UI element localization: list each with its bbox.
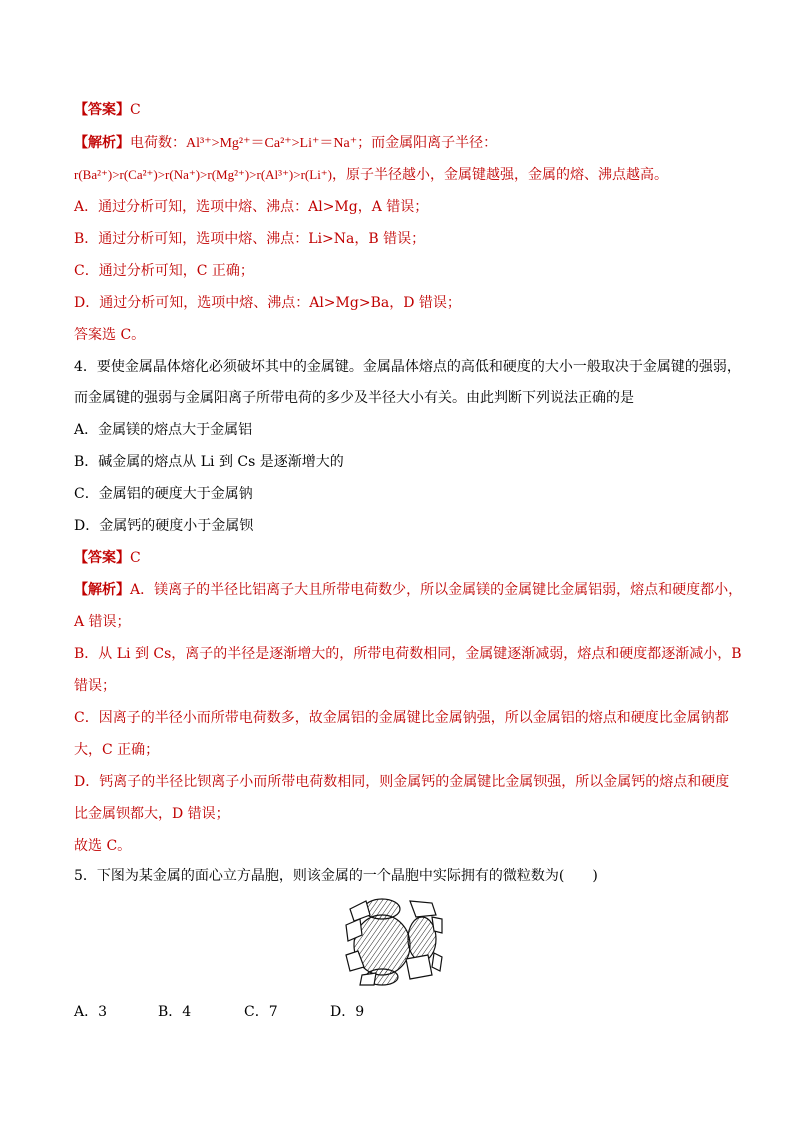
q3-analysis-option-a: A．通过分析可知，选项中熔、沸点：Al>Mg，A 错误； — [74, 199, 429, 215]
q4-analysis-a-line-1 — [74, 580, 742, 600]
q3-analysis-option-b: B．通过分析可知，选项中熔、沸点：Li>Na，B 错误； — [74, 231, 426, 247]
q5-stem: 5．下图为某金属的面心立方晶胞，则该金属的一个晶胞中实际拥有的微粒数为( ) — [74, 868, 598, 884]
answer-value: C — [130, 102, 141, 118]
q5-option-d: D．9 — [330, 1004, 365, 1020]
q4-option-b: B．碱金属的熔点从 Li 到 Cs 是逐渐增大的 — [74, 454, 344, 470]
q3-analysis-line-2 — [74, 165, 668, 185]
q3-analysis-option-d: D．通过分析可知，选项中熔、沸点：Al>Mg>Ba，D 错误； — [74, 295, 461, 311]
q3-conclusion: 答案选 C。 — [74, 327, 146, 343]
q4-answer-line — [74, 548, 141, 568]
q4-option-c: C．金属铝的硬度大于金属钠 — [74, 486, 253, 502]
q4-analysis-c-line-1: C．因离子的半径小而所带电荷数多，故金属铝的金属键比金属钠强，所以金属铝的熔点和硬度比金属钠都 — [74, 710, 729, 726]
q4-conclusion: 故选 C。 — [74, 838, 132, 854]
radius-order: r(Ba²⁺)>r(Ca²⁺)>r(Na⁺)>r(Mg²⁺)>r(Al³⁺)>r(Li⁺) — [74, 167, 332, 182]
q4-analysis-b-line-2: 错误； — [74, 678, 116, 694]
q4-analysis-a-line-2: A 错误； — [74, 614, 131, 630]
q4-stem-line-2: 而金属键的强弱与金属阳离子所带电荷的多少及半径大小有关。由此判断下列说法正确的是 — [74, 390, 634, 406]
answer-tag: 【答案】 — [74, 550, 130, 566]
q3-answer-line — [74, 100, 141, 120]
answer-tag: 【答案】 — [74, 102, 130, 118]
analysis-tag: 【解析】 — [74, 582, 130, 598]
q4-analysis-b-line-1: B．从 Li 到 Cs，离子的半径是逐渐增大的，所带电荷数相同，金属键逐渐减弱，熔点和硬度都逐渐减小，B — [74, 646, 742, 662]
analysis-intro: 电荷数： — [130, 135, 186, 151]
radius-rule: ，原子半径越小，金属键越强，金属的熔、沸点越高。 — [332, 167, 668, 183]
fcc-unit-cell-diagram — [342, 895, 446, 987]
q4-option-a: A．金属镁的熔点大于金属铝 — [74, 422, 253, 438]
radius-intro: ；而金属阳离子半径： — [357, 135, 498, 151]
analysis-tag: 【解析】 — [74, 135, 130, 151]
charge-order: Al³⁺>Mg²⁺＝Ca²⁺>Li⁺＝Na⁺ — [186, 136, 358, 151]
q3-analysis-line-1 — [74, 133, 497, 154]
q4-analysis-d-line-2: 比金属钡都大，D 错误； — [74, 806, 230, 822]
q4-analysis-d-line-1: D．钙离子的半径比钡离子小而所带电荷数相同，则金属钙的金属键比金属钡强，所以金属钙的熔点和硬度 — [74, 774, 730, 790]
analysis-a-text: A．镁离子的半径比铝离子大且所带电荷数少，所以金属镁的金属键比金属铝弱，熔点和硬度都小， — [130, 582, 743, 598]
answer-value: C — [130, 550, 141, 566]
q3-analysis-option-c: C．通过分析可知，C 正确； — [74, 263, 254, 279]
q4-option-d: D．金属钙的硬度小于金属钡 — [74, 518, 254, 534]
q5-option-b: B．4 — [158, 1004, 192, 1020]
q4-stem-line-1: 4．要使金属晶体熔化必须破坏其中的金属键。金属晶体熔点的高低和硬度的大小一般取决于金属键的强弱， — [74, 359, 741, 375]
q5-option-a: A．3 — [74, 1004, 108, 1020]
q5-option-c: C．7 — [244, 1004, 278, 1020]
q4-analysis-c-line-2: 大，C 正确； — [74, 742, 160, 758]
